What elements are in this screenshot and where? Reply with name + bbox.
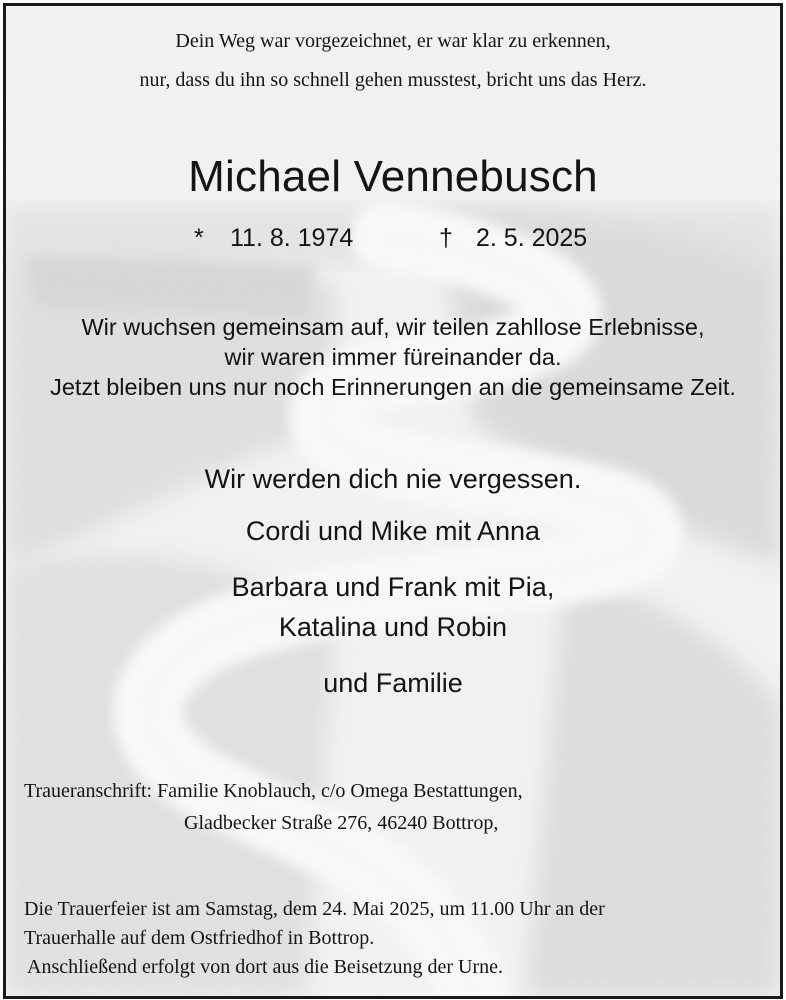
message-line-3: Jetzt bleiben uns nur noch Erinnerungen an die gemeinsame Zeit. — [50, 374, 736, 400]
quote-line-2: nur, dass du ihn so schnell gehen musstest, bricht uns das Herz. — [139, 69, 647, 91]
quote-line-1: Dein Weg war vorgezeichnet, er war klar zu erkennen, — [175, 30, 611, 52]
obituary-frame — [3, 3, 783, 999]
address-line-2: Gladbecker Straße 276, 46240 Bottrop, — [184, 812, 499, 834]
mourners-group-1: Cordi und Mike mit Anna — [245, 516, 541, 546]
birth-star-icon: * — [194, 224, 204, 252]
message-line-2: wir waren immer füreinander da. — [224, 344, 562, 370]
ceremony-line-2: Trauerhalle auf dem Ostfriedhof in Bottrop. — [24, 927, 375, 949]
mourners-group-3: und Familie — [323, 668, 463, 698]
farewell-text: Wir werden dich nie vergessen. — [204, 464, 582, 494]
deceased-name: Michael Vennebusch — [188, 152, 598, 201]
message-line-1: Wir wuchsen gemeinsam auf, wir teilen zahllose Erlebnisse, — [81, 314, 705, 340]
obituary-content — [6, 6, 780, 996]
mourners-group-2-line-1: Barbara und Frank mit Pia, — [231, 572, 555, 602]
ceremony-line-1: Die Trauerfeier ist am Samstag, dem 24. Mai 2025, um 11.00 Uhr an der — [24, 898, 605, 920]
ceremony-line-3: Anschließend erfolgt von dort aus die Beisetzung der Urne. — [27, 956, 503, 978]
death-date: 2. 5. 2025 — [476, 224, 588, 252]
address-line-1: Traueranschrift: Familie Knoblauch, c/o Omega Bestattungen, — [24, 780, 523, 802]
death-cross-icon: † — [439, 224, 453, 252]
mourners-group-2-line-2: Katalina und Robin — [278, 612, 508, 642]
birth-date: 11. 8. 1974 — [230, 224, 354, 252]
